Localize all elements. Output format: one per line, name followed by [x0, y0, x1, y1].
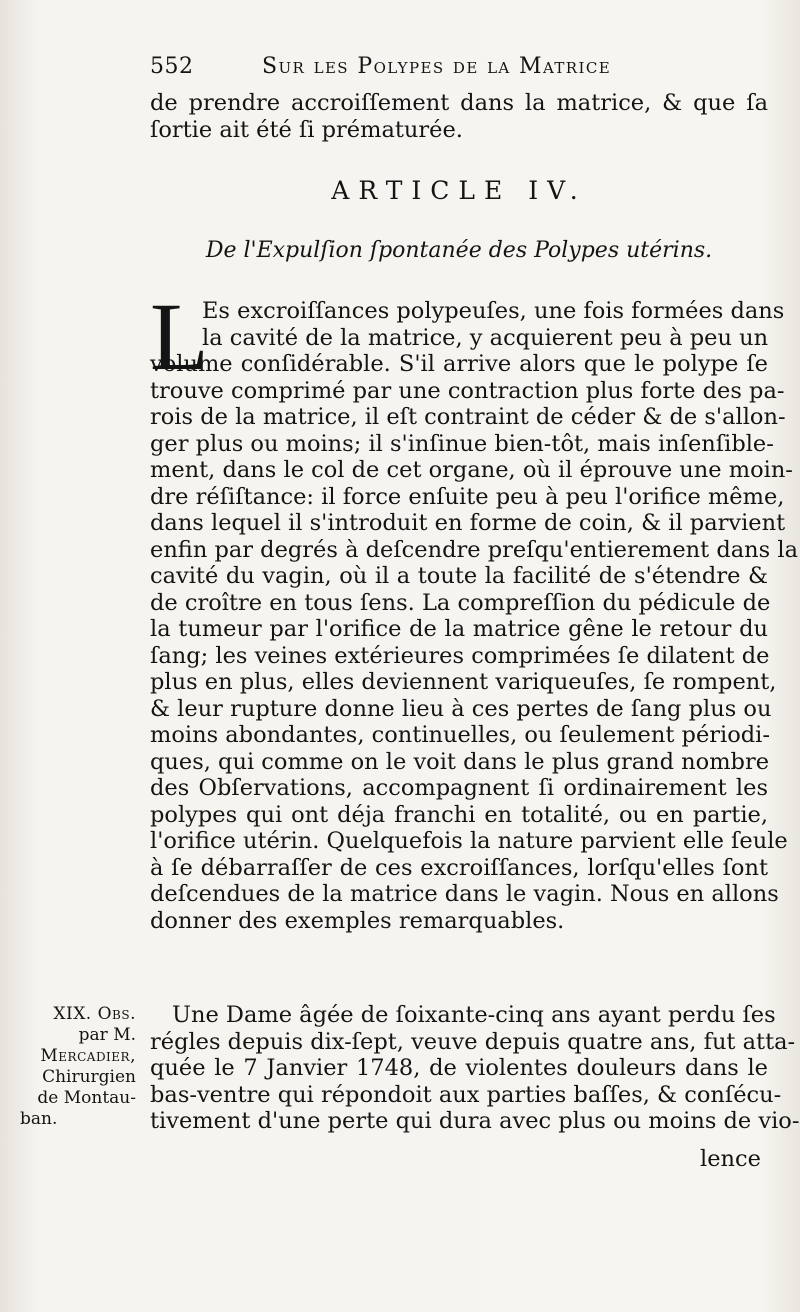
text-line: de croître en tous ſens. La compreſſion du pédicule de [150, 589, 771, 616]
paragraph-expulsion [150, 283, 798, 934]
text-line: ques, qui comme on le voit dans le plus grand nombre [150, 748, 770, 775]
text-line: la cavité de la matrice, y acquierent peu à peu un [202, 324, 769, 351]
text-line: dre réſiſtance: il force enſuite peu à peu l'orifice même, [150, 483, 785, 510]
margin-note-line: par M. [78, 1025, 136, 1045]
text-line: à ſe débarraſſer de ces excroiſſances, lorſqu'elles ſont [150, 854, 768, 881]
running-head: Sur les Polypes de la Matrice [262, 54, 612, 79]
margin-note-line: ban. [20, 1109, 58, 1129]
text-line: enfin par degrés à deſcendre preſqu'entierement dans la [150, 536, 798, 563]
text-line: trouve comprimé par une contraction plus forte des pa- [150, 377, 785, 404]
text-line: l'orifice utérin. Quelquefois la nature parvient elle ſeule [150, 828, 788, 854]
text-line: donner des exemples remarquables. [150, 907, 565, 934]
text-line: dans lequel il s'introduit en forme de coin, & il parvient [150, 510, 786, 536]
text-line: ſortie ait été ſi prématurée. [150, 116, 463, 143]
page-number: 552 [150, 54, 194, 79]
text-line: bas-ventre qui répondoit aux parties baſſes, & conſécu- [150, 1081, 782, 1108]
drop-cap: L [150, 283, 209, 390]
article-subtitle: De l'Expulſion ſpontanée des Polypes utérins. [205, 238, 713, 263]
paragraph-observation [150, 1002, 800, 1135]
margin-note-line: de Montau- [37, 1088, 136, 1108]
lead-paragraph [150, 90, 768, 143]
margin-note-line: Chirurgien [42, 1067, 136, 1087]
text-line: volume conſidérable. S'il arrive alors que le polype ſe [150, 351, 768, 377]
text-line: tivement d'une perte qui dura avec plus ou moins de vio- [150, 1108, 800, 1134]
text-line: de prendre accroiſſement dans la matrice, & que ſa [150, 90, 768, 116]
text-line: des Obſervations, accompagnent ſi ordinairement les [150, 775, 768, 801]
text-line: ment, dans le col de cet organe, où il éprouve une moin- [150, 457, 793, 483]
margin-note [18, 1004, 136, 1130]
text-line: moins abondantes, continuelles, ou ſeulement périodi- [150, 722, 770, 748]
text-line: deſcendues de la matrice dans le vagin. Nous en allons [150, 881, 779, 907]
text-line: rois de la matrice, il eſt contraint de céder & de s'allon- [150, 404, 786, 430]
text-line: plus en plus, elles deviennent variqueuſes, ſe rompent, [150, 669, 777, 695]
text-line: ger plus ou moins; il s'inſinue bien-tôt, mais inſenſible- [150, 430, 774, 457]
text-line: ſang; les veines extérieures comprimées ſe dilatent de [150, 642, 770, 669]
text-line: Es excroiſſances polypeuſes, une fois formées dans [202, 298, 785, 324]
text-line: Une Dame âgée de ſoixante-cinq ans ayant perdu ſes [172, 1002, 776, 1028]
text-line: cavité du vagin, où il a toute la facilité de s'étendre & [150, 563, 768, 589]
text-line: & leur rupture donne lieu à ces pertes de ſang plus ou [150, 695, 772, 722]
page-header [150, 54, 770, 94]
catchword: lence [700, 1146, 761, 1172]
article-title: ARTICLE IV. [331, 176, 587, 205]
text-line: la tumeur par l'orifice de la matrice gêne le retour du [150, 616, 768, 642]
margin-note-line: Mercadier, [40, 1046, 136, 1066]
text-line: polypes qui ont déja franchi en totalité, ou en partie, [150, 801, 768, 828]
margin-note-line: XIX. Obs. [53, 1004, 136, 1024]
text-line: régles depuis dix-ſept, veuve depuis quatre ans, fut atta- [150, 1028, 796, 1055]
text-line: quée le 7 Janvier 1748, de violentes douleurs dans le [150, 1055, 768, 1081]
